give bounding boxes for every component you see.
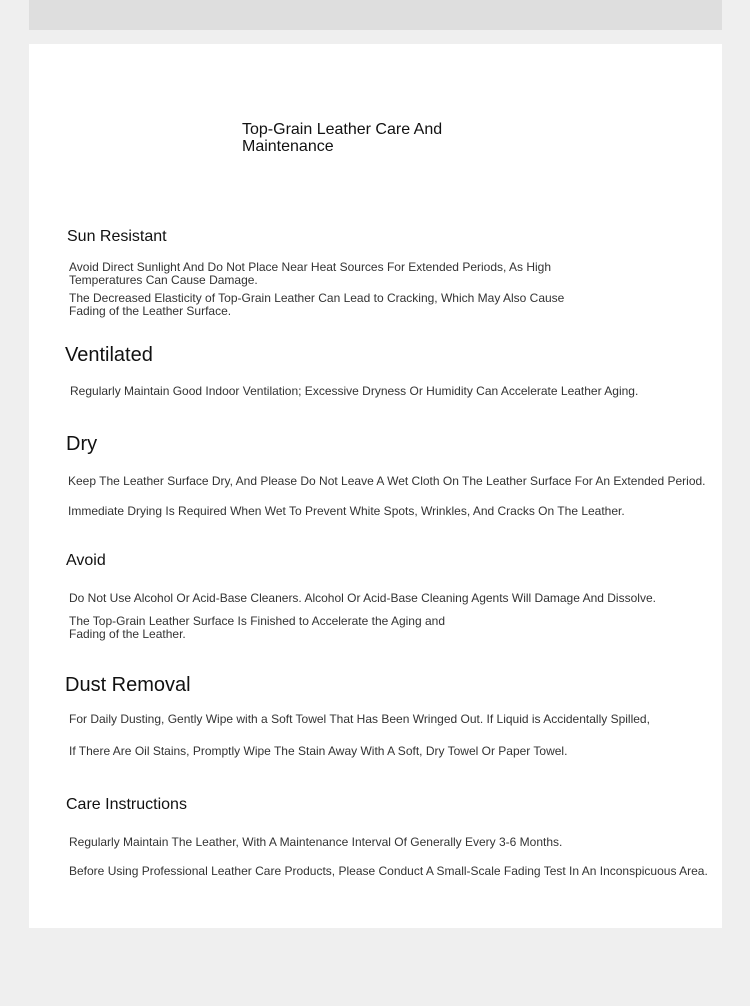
page-title: Top-Grain Leather Care And Maintenance — [242, 121, 443, 155]
section-heading-avoid: Avoid — [66, 552, 106, 569]
section-heading-dust-removal: Dust Removal — [65, 674, 191, 696]
top-bar — [29, 0, 722, 30]
paragraph: The Decreased Elasticity of Top-Grain Leather Can Lead to Cracking, Which May Also Cause Fading of the Leather Surface. — [69, 291, 565, 318]
paragraph: The Top-Grain Leather Surface Is Finished to Accelerate the Aging and Fading of the Leather. — [69, 614, 446, 641]
paragraph: Before Using Professional Leather Care Products, Please Conduct A Small-Scale Fading Test In An Inconspicuous Area. — [69, 864, 708, 878]
paragraph: Do Not Use Alcohol Or Acid-Base Cleaners. Alcohol Or Acid-Base Cleaning Agents Will Damage And Dissolve. — [69, 591, 656, 605]
paragraph: Avoid Direct Sunlight And Do Not Place Near Heat Sources For Extended Periods, As High Temperatures Can Cause Damage. — [69, 260, 552, 287]
section-heading-sun-resistant: Sun Resistant — [67, 228, 167, 245]
section-heading-dry: Dry — [66, 433, 98, 455]
paragraph: Keep The Leather Surface Dry, And Please Do Not Leave A Wet Cloth On The Leather Surface For An Extended Period. — [68, 474, 706, 488]
section-heading-care-instructions: Care Instructions — [66, 796, 187, 813]
paragraph: For Daily Dusting, Gently Wipe with a Soft Towel That Has Been Wringed Out. If Liquid is Accidentally Spilled, — [69, 712, 650, 726]
paragraph: Immediate Drying Is Required When Wet To Prevent White Spots, Wrinkles, And Cracks On The Leather. — [68, 504, 625, 518]
section-heading-ventilated: Ventilated — [65, 344, 153, 366]
paragraph: Regularly Maintain Good Indoor Ventilation; Excessive Dryness Or Humidity Can Accelerate Leather Aging. — [70, 384, 639, 398]
paragraph: If There Are Oil Stains, Promptly Wipe The Stain Away With A Soft, Dry Towel Or Paper Towel. — [69, 744, 568, 758]
paragraph: Regularly Maintain The Leather, With A Maintenance Interval Of Generally Every 3-6 Months. — [69, 835, 563, 849]
